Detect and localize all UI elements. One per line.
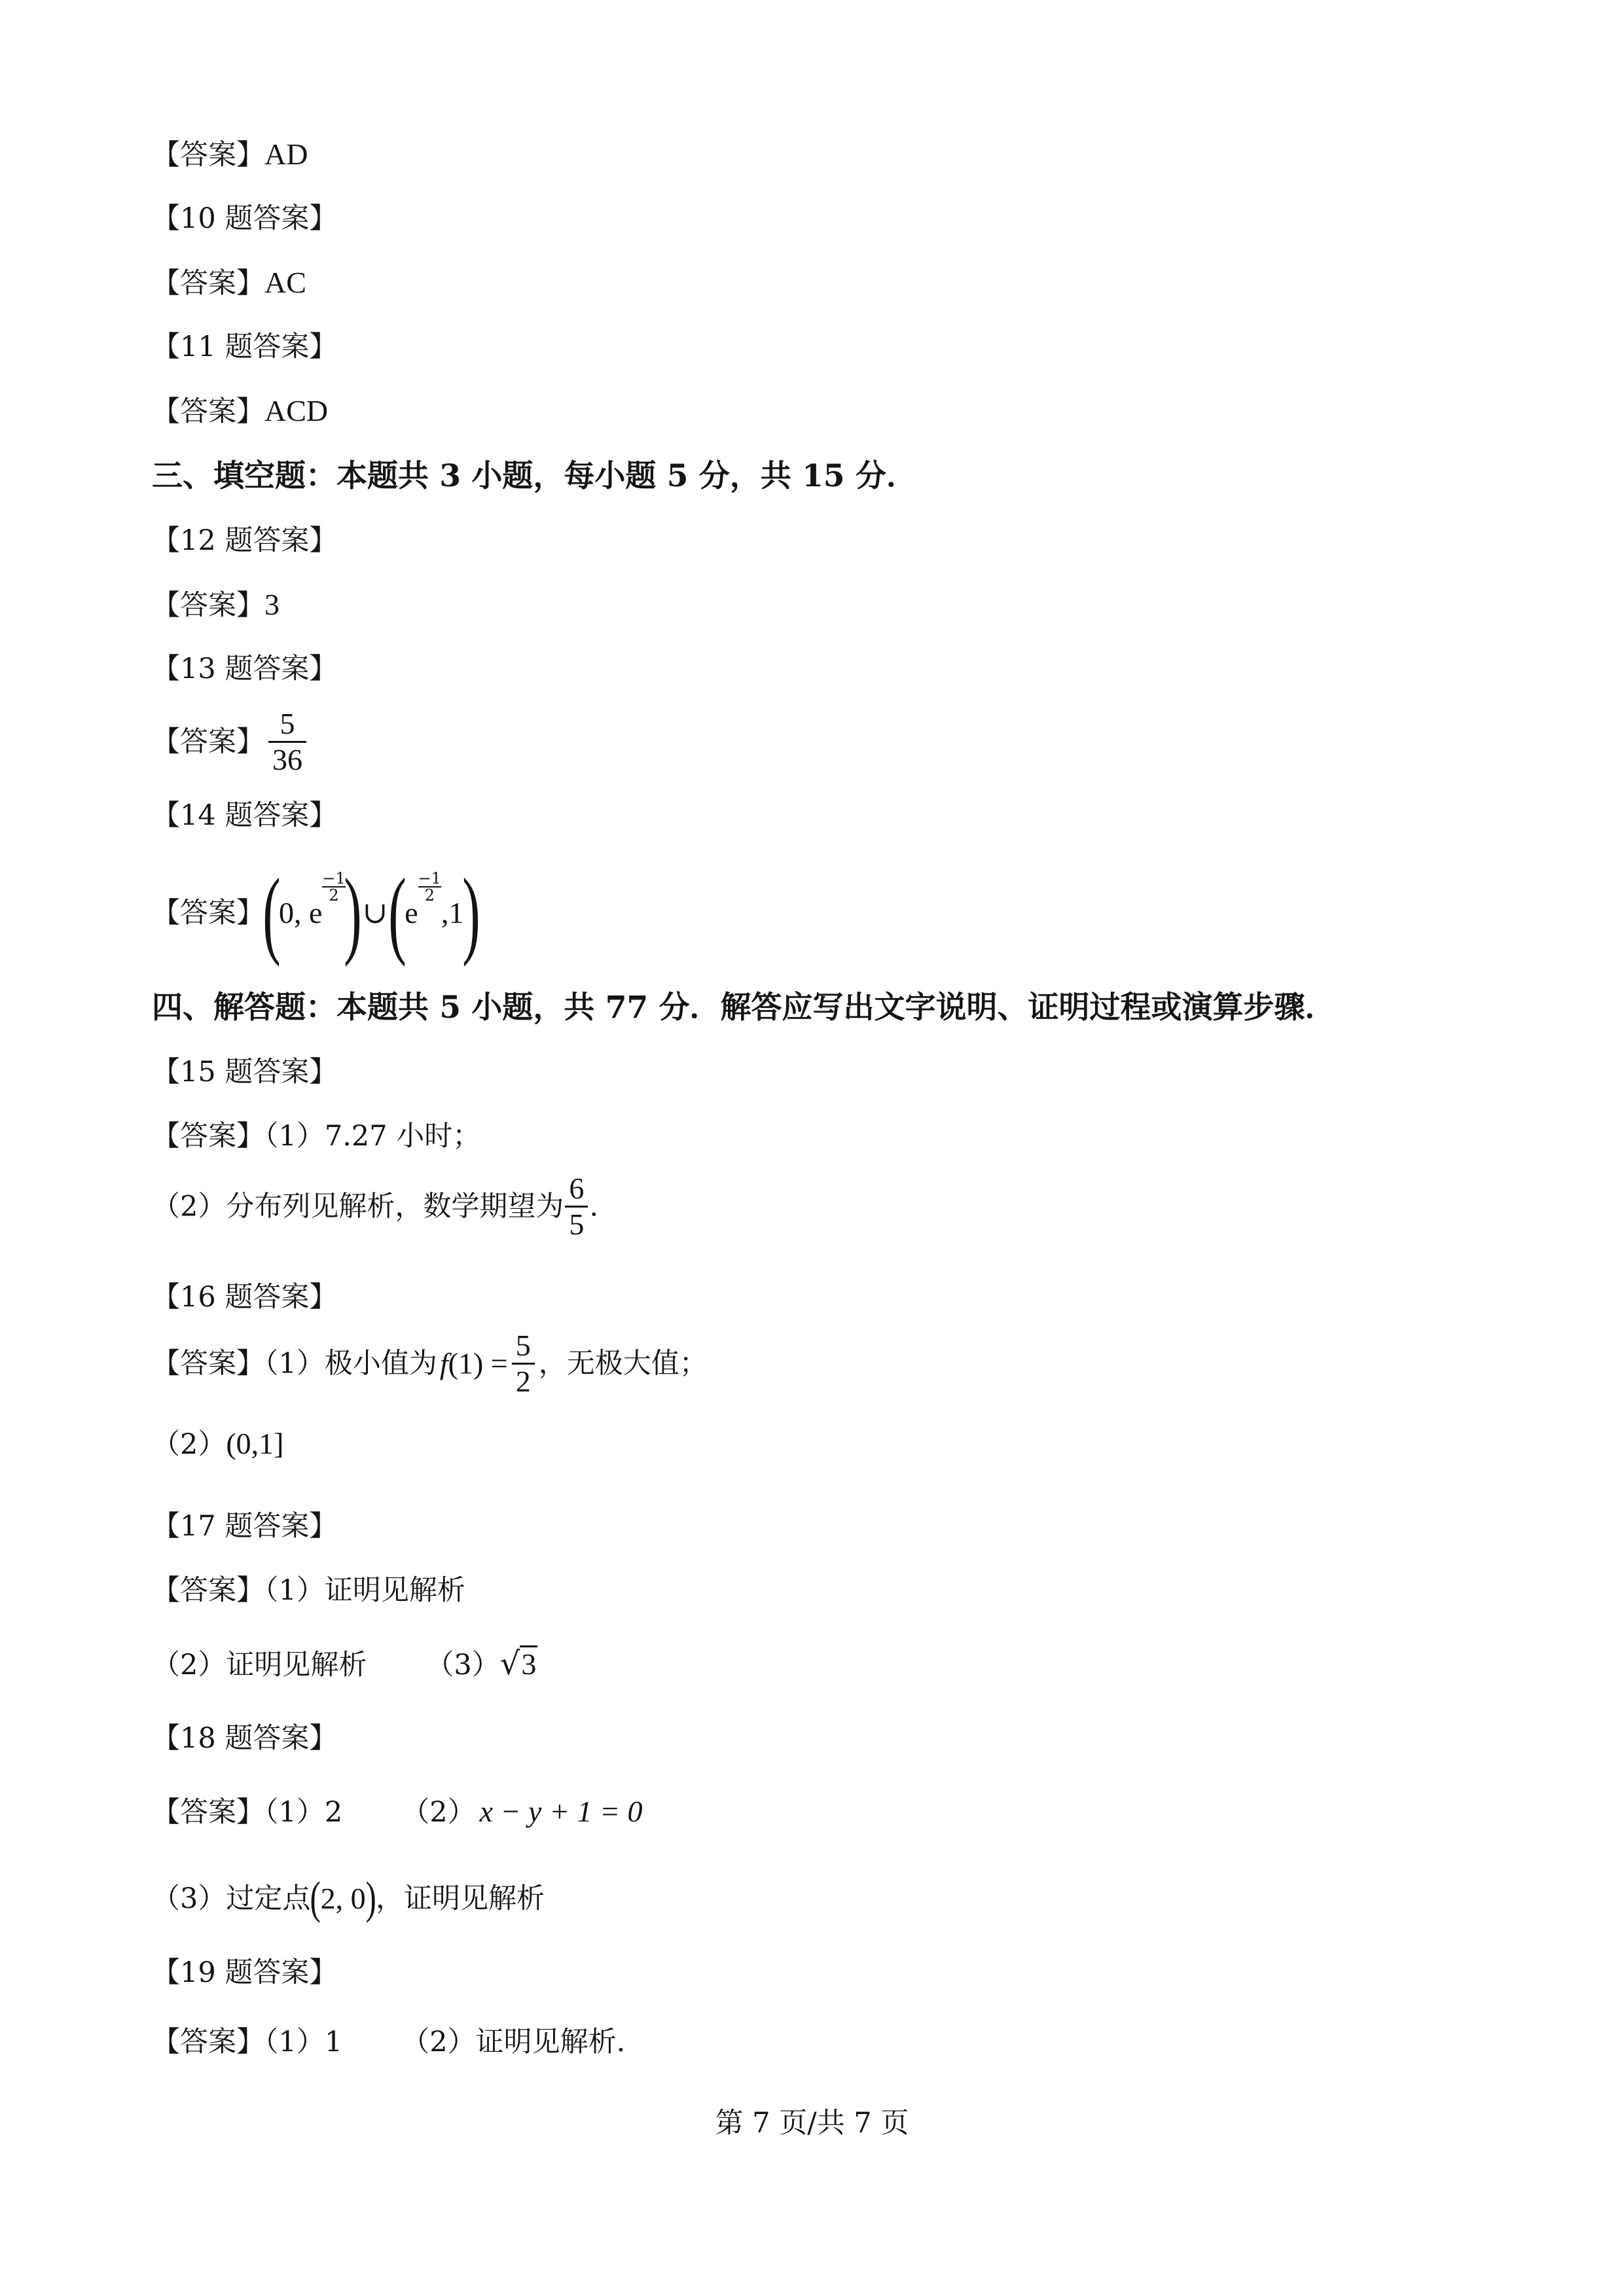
part-2: （2）证明见解析 <box>152 1649 367 1681</box>
fraction-denominator: 36 <box>272 743 302 776</box>
expectation-fraction <box>565 1172 588 1242</box>
exponent-sign-2: − <box>418 869 431 888</box>
answer-line-13 <box>152 707 310 777</box>
part-2-label: （2） <box>401 1796 476 1829</box>
answer-label: 【答案】 <box>152 1347 264 1380</box>
answer-label: 【答案】 <box>152 2026 264 2058</box>
exponent-numerator-1: 1 <box>335 869 346 888</box>
answer-line-16-part1 <box>152 1329 708 1399</box>
sqrt-symbol: √ <box>499 1645 520 1682</box>
answer-label: 【答案】 <box>152 725 264 759</box>
answer-line-18-part1 <box>152 1792 643 1832</box>
exponent-denominator-1: 2 <box>329 886 339 905</box>
answer-line-18-part3 <box>152 1873 545 1924</box>
fraction-numerator: 6 <box>565 1172 588 1208</box>
answer-label: 【答案】 <box>152 1574 264 1607</box>
question-label-11: 【11 题答案】 <box>152 331 338 363</box>
question-label-12: 【12 题答案】 <box>152 524 338 557</box>
answer-line-9 <box>152 135 308 175</box>
answer-line-16-part2 <box>152 1424 284 1464</box>
answer-line-11 <box>152 391 328 431</box>
section-heading-solutions: 四、解答题：本题共 5 小题，共 77 分．解答应写出文字说明、证明过程或演算步骤． <box>152 990 1336 1026</box>
part-3-label: （3）过定点 <box>152 1882 311 1915</box>
part-3-label: （3） <box>425 1649 500 1681</box>
function-name: f <box>439 1346 448 1380</box>
interval-1-left: 0, e <box>278 896 323 929</box>
answer-line-17-part2 <box>152 1644 537 1685</box>
fraction-numerator: 5 <box>268 707 306 743</box>
question-label-16: 【16 题答案】 <box>152 1281 338 1314</box>
question-label-19: 【19 题答案】 <box>152 1956 338 1989</box>
answer-value: 3 <box>264 588 280 621</box>
answer-fraction <box>268 707 306 777</box>
part-2-text: （2）分布列见解析，数学期望为 <box>152 1190 564 1223</box>
answer-value: ACD <box>264 394 329 427</box>
answer-label: 【答案】 <box>152 1796 264 1829</box>
answer-label: 【答案】 <box>152 897 264 929</box>
sqrt-radicand: 3 <box>520 1645 537 1681</box>
question-label-14: 【14 题答案】 <box>152 799 338 832</box>
answer-line-15-part2 <box>152 1172 598 1242</box>
part-1: （1）证明见解析 <box>264 1574 465 1607</box>
part-1-end: ，无极大值； <box>538 1347 708 1380</box>
answer-line-15-part1 <box>152 1117 480 1156</box>
min-value-fraction <box>512 1329 535 1399</box>
exponent-numerator-2: 1 <box>431 869 442 888</box>
function-argument: (1) = <box>448 1346 508 1380</box>
question-label-10: 【10 题答案】 <box>152 202 338 235</box>
right-paren: ) <box>344 859 362 967</box>
part-1: （1）7.27 小时； <box>264 1120 481 1153</box>
union-symbol: ∪ <box>362 896 388 929</box>
part-2-label: （2） <box>152 1428 226 1461</box>
answer-label: 【答案】 <box>152 139 264 171</box>
section-heading-fill-in: 三、填空题：本题共 3 小题，每小题 5 分，共 15 分． <box>152 458 917 494</box>
part-1: （1）2 <box>264 1796 343 1829</box>
fraction-denominator: 2 <box>515 1365 531 1398</box>
right-paren: ) <box>365 1873 376 1924</box>
left-paren: ( <box>262 859 281 967</box>
left-paren: ( <box>388 859 406 967</box>
exponent-denominator-2: 2 <box>424 886 435 905</box>
answer-line-14 <box>152 859 480 967</box>
left-paren: ( <box>310 1873 321 1924</box>
part-1: （1）1 <box>264 2026 343 2058</box>
exponent-fraction-2 <box>418 870 441 903</box>
fixed-point: 2, 0 <box>320 1882 366 1915</box>
answer-label: 【答案】 <box>152 267 264 300</box>
answer-line-19 <box>152 2022 625 2062</box>
right-paren: ) <box>461 859 480 967</box>
line-equation: x − y + 1 = 0 <box>479 1795 643 1828</box>
page-footer: 第 7 页/共 7 页 <box>715 2107 909 2140</box>
part-2-interval: (0,1] <box>226 1427 284 1460</box>
exponent-sign-1: − <box>322 869 336 888</box>
answer-label: 【答案】 <box>152 589 264 622</box>
answer-value: AC <box>264 266 306 299</box>
answer-line-12 <box>152 585 280 625</box>
fraction-denominator: 5 <box>569 1208 585 1241</box>
question-label-18: 【18 题答案】 <box>152 1722 338 1755</box>
part-1-text: （1）极小值为 <box>264 1347 437 1380</box>
question-label-13: 【13 题答案】 <box>152 653 338 685</box>
fraction-numerator: 5 <box>512 1329 535 1365</box>
interval-2-left: e <box>405 896 418 929</box>
interval-2-right: ,1 <box>441 896 464 929</box>
answer-line-10 <box>152 263 306 303</box>
part-3-end: ，证明见解析 <box>375 1882 545 1915</box>
part-2: （2）证明见解析. <box>401 2026 626 2058</box>
answer-label: 【答案】 <box>152 1120 264 1153</box>
answer-value: AD <box>264 137 308 171</box>
question-label-15: 【15 题答案】 <box>152 1056 338 1088</box>
answer-label: 【答案】 <box>152 395 264 428</box>
exponent-fraction-1 <box>322 870 345 903</box>
answer-line-17-part1 <box>152 1571 465 1610</box>
part-2-end: . <box>589 1190 599 1223</box>
question-label-17: 【17 题答案】 <box>152 1510 338 1543</box>
